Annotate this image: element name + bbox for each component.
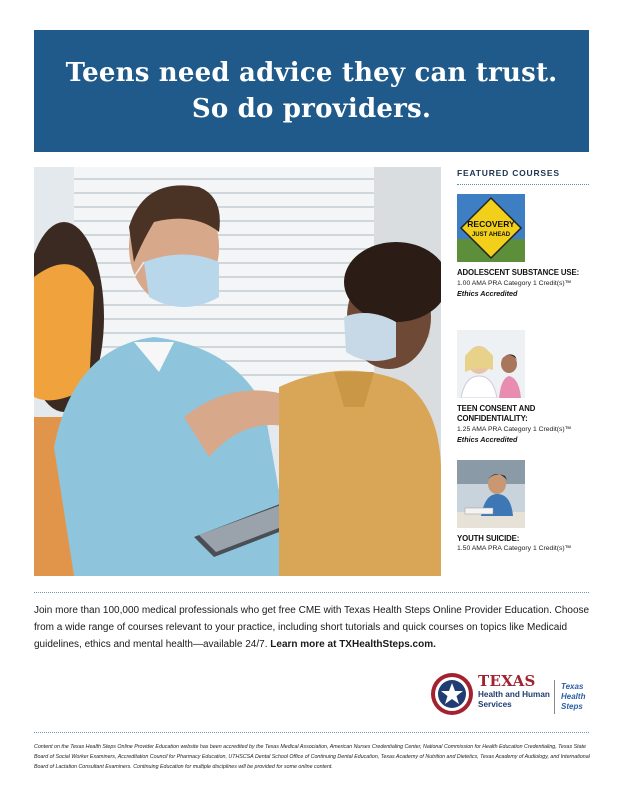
texas-health-steps-wordmark: Texas Health Steps — [561, 682, 586, 711]
featured-courses-sidebar — [457, 167, 589, 554]
texas-hhs-logo — [430, 670, 590, 718]
divider — [34, 732, 589, 733]
divider — [457, 184, 589, 185]
course-title: ADOLESCENT SUBSTANCE USE: — [457, 268, 580, 277]
body-text: Join more than 100,000 medical professionals who get free CME with Texas Health Steps Online Provider Education. Choose from a wide range of courses relevant to your practice, including short tutorials and quick courses on topics like Medicaid guidelines, ethics and mental health—available 24/7. — [34, 605, 590, 650]
course-item[interactable] — [457, 460, 589, 555]
headline-line-1: Teens need advice they can trust. — [65, 58, 558, 88]
featured-courses-heading: FEATURED COURSES — [457, 168, 560, 178]
course-item[interactable] — [457, 330, 589, 445]
hhs-wordmark: Health and Human Services — [478, 690, 550, 709]
recovery-sign-image — [457, 194, 525, 262]
sign-line-1: RECOVERY — [467, 219, 515, 229]
accreditation-footnote: Content on the Texas Health Steps Online Provider Education website has been accredited by the Texas Medical Association, American Nurses Credentialing Center, National Commission for Health Education Credentialing, Texas State Board of Social Worker Examiners, Accreditation Council for Pharmacy Education, UTHSCSA Dental School Office of Continuing Dental Education, Texas Academy of Nutrition and Dietetics, Texas Academy of Audiology, and International Board of Lactation Consultant Examiners. Continuing Education for multiple disciplines will be provided for some online content. — [34, 744, 590, 771]
headline-line-2: So do providers. — [191, 94, 432, 124]
course-item[interactable] — [457, 194, 589, 299]
ethics-badge: Ethics Accredited — [457, 288, 518, 298]
logo-divider — [554, 680, 555, 714]
hero-photo — [34, 167, 441, 576]
state-seal-icon — [430, 672, 474, 716]
ethics-badge: Ethics Accredited — [457, 434, 518, 444]
course-credit: 1.25 AMA PRA Category 1 Credit(s)™ — [457, 425, 572, 433]
course-title: TEEN CONSENT AND CONFIDENTIALITY: — [457, 403, 536, 423]
texas-wordmark: TEXAS — [478, 672, 536, 690]
doctor-patient-image — [457, 330, 525, 398]
learn-more-link[interactable]: Learn more at TXHealthSteps.com. — [270, 639, 436, 650]
headline-banner — [34, 30, 589, 152]
student-studying-image — [457, 460, 525, 528]
course-title: YOUTH SUICIDE: — [457, 533, 520, 543]
course-credit: 1.50 AMA PRA Category 1 Credit(s)™ — [457, 545, 572, 552]
body-paragraph — [34, 602, 594, 653]
divider — [34, 592, 589, 593]
sign-line-2: JUST AHEAD — [471, 232, 511, 238]
course-credit: 1.00 AMA PRA Category 1 Credit(s)™ — [457, 279, 572, 287]
